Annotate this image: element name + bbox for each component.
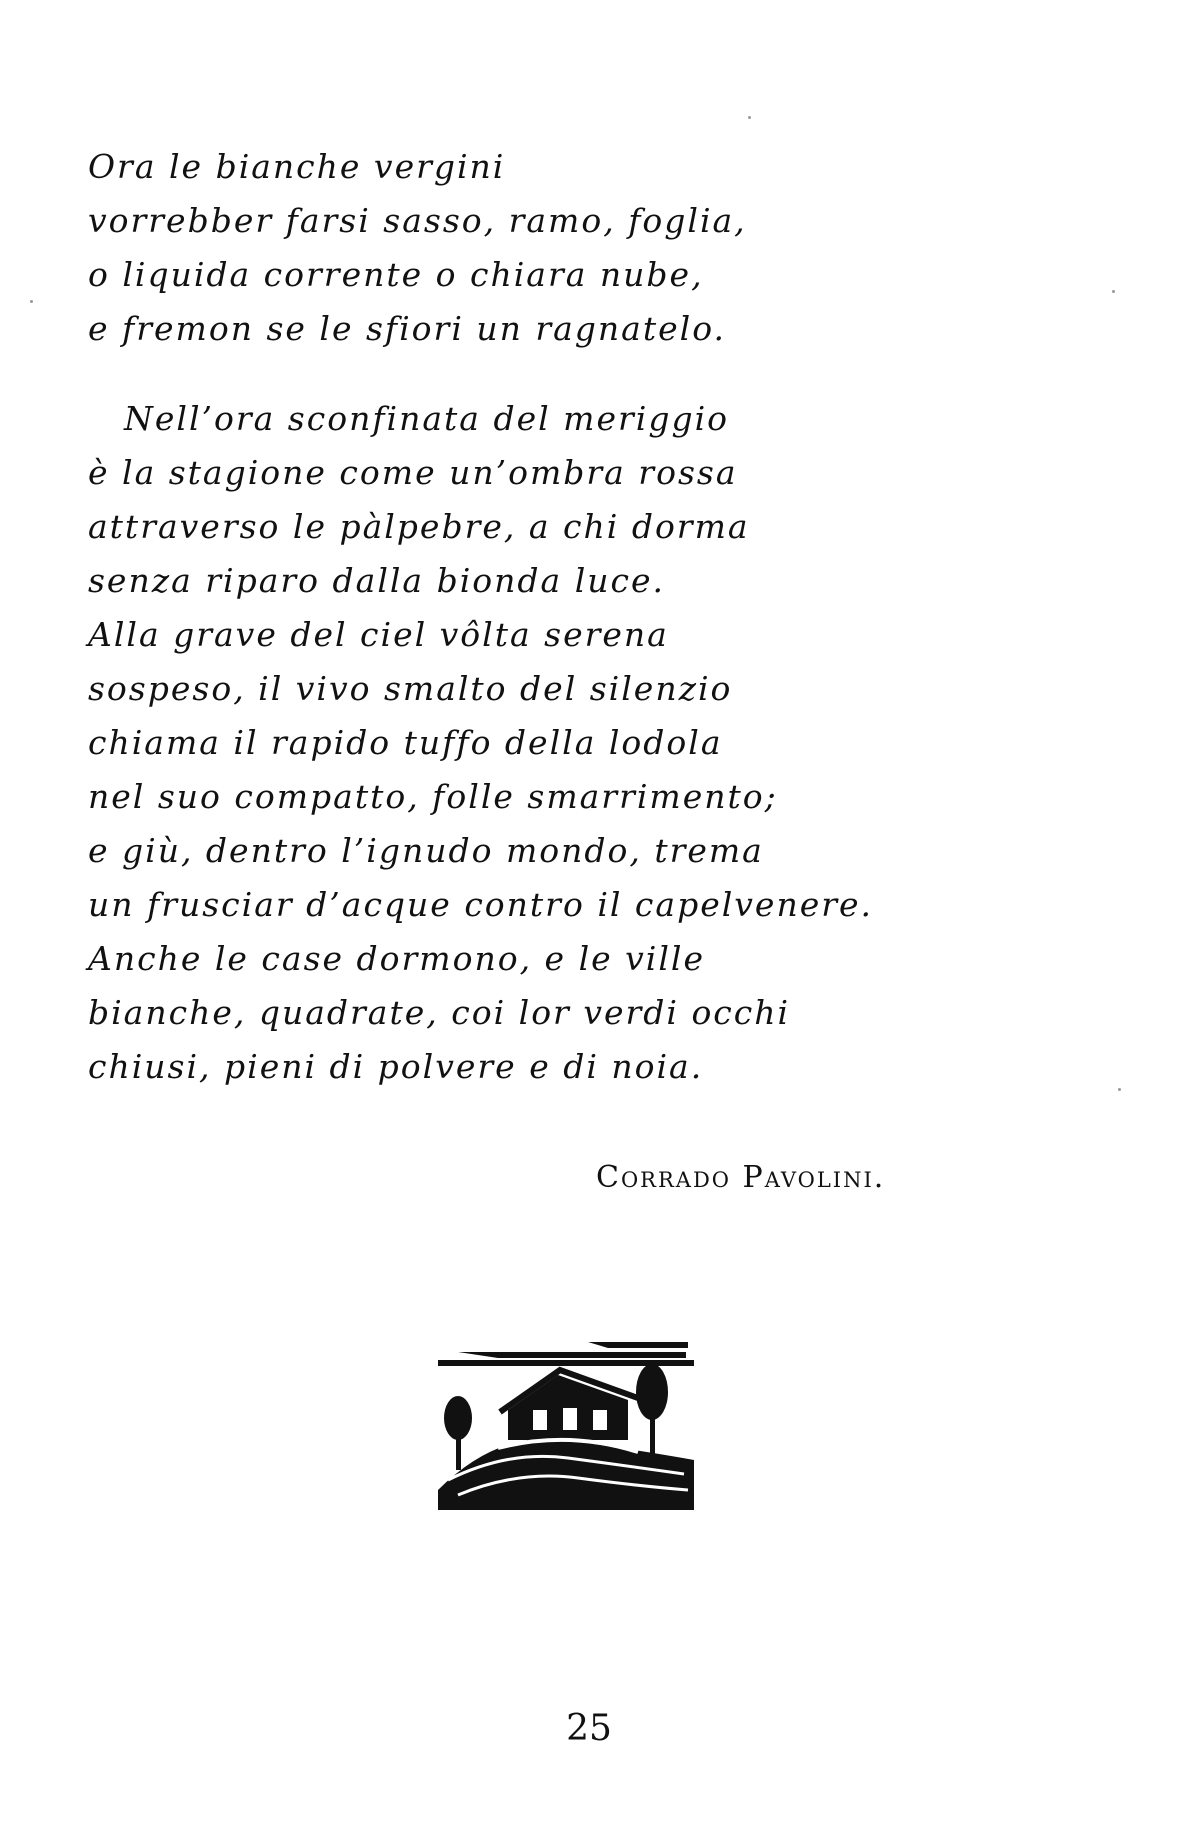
poem [88, 140, 988, 1094]
poem-line: vorrebber farsi sasso, ramo, foglia, [88, 201, 747, 240]
poem-line: un frusciar d’acque contro il capelvenere. [88, 885, 874, 924]
poem-line: e fremon se le sfiori un ragnatelo. [88, 309, 726, 348]
poem-line: è la stagione come un’ombra rossa [88, 453, 738, 492]
poem-line: Nell’ora sconfinata del meriggio [124, 399, 729, 438]
paper-speck [1112, 290, 1115, 293]
poem-line: nel suo compatto, folle smarrimento; [88, 777, 778, 816]
stanza-1 [88, 140, 988, 356]
poem-line: Alla grave del ciel vôlta serena [88, 615, 669, 654]
page-number: 25 [566, 1708, 612, 1749]
poem-line: chiusi, pieni di polvere e di noia. [88, 1047, 704, 1086]
paper-speck [30, 300, 33, 303]
poem-line: attraverso le pàlpebre, a chi dorma [88, 507, 750, 546]
author-signature: Corrado Pavolini. [596, 1160, 886, 1195]
poem-line: chiama il rapido tuffo della lodola [88, 723, 723, 762]
poem-line: e giù, dentro l’ignudo mondo, trema [88, 831, 764, 870]
poem-line: senza riparo dalla bionda luce. [88, 561, 665, 600]
poem-line: Ora le bianche vergini [88, 147, 506, 186]
poem-line: sospeso, il vivo smalto del silenzio [88, 669, 733, 708]
paper-speck [748, 116, 751, 119]
landscape-woodcut-icon [438, 1340, 694, 1510]
paper-speck [1118, 1088, 1121, 1091]
poem-line: bianche, quadrate, coi lor verdi occhi [88, 993, 791, 1032]
poem-line: Anche le case dormono, e le ville [88, 939, 705, 978]
poem-line: o liquida corrente o chiara nube, [88, 255, 704, 294]
stanza-2 [88, 392, 988, 1094]
